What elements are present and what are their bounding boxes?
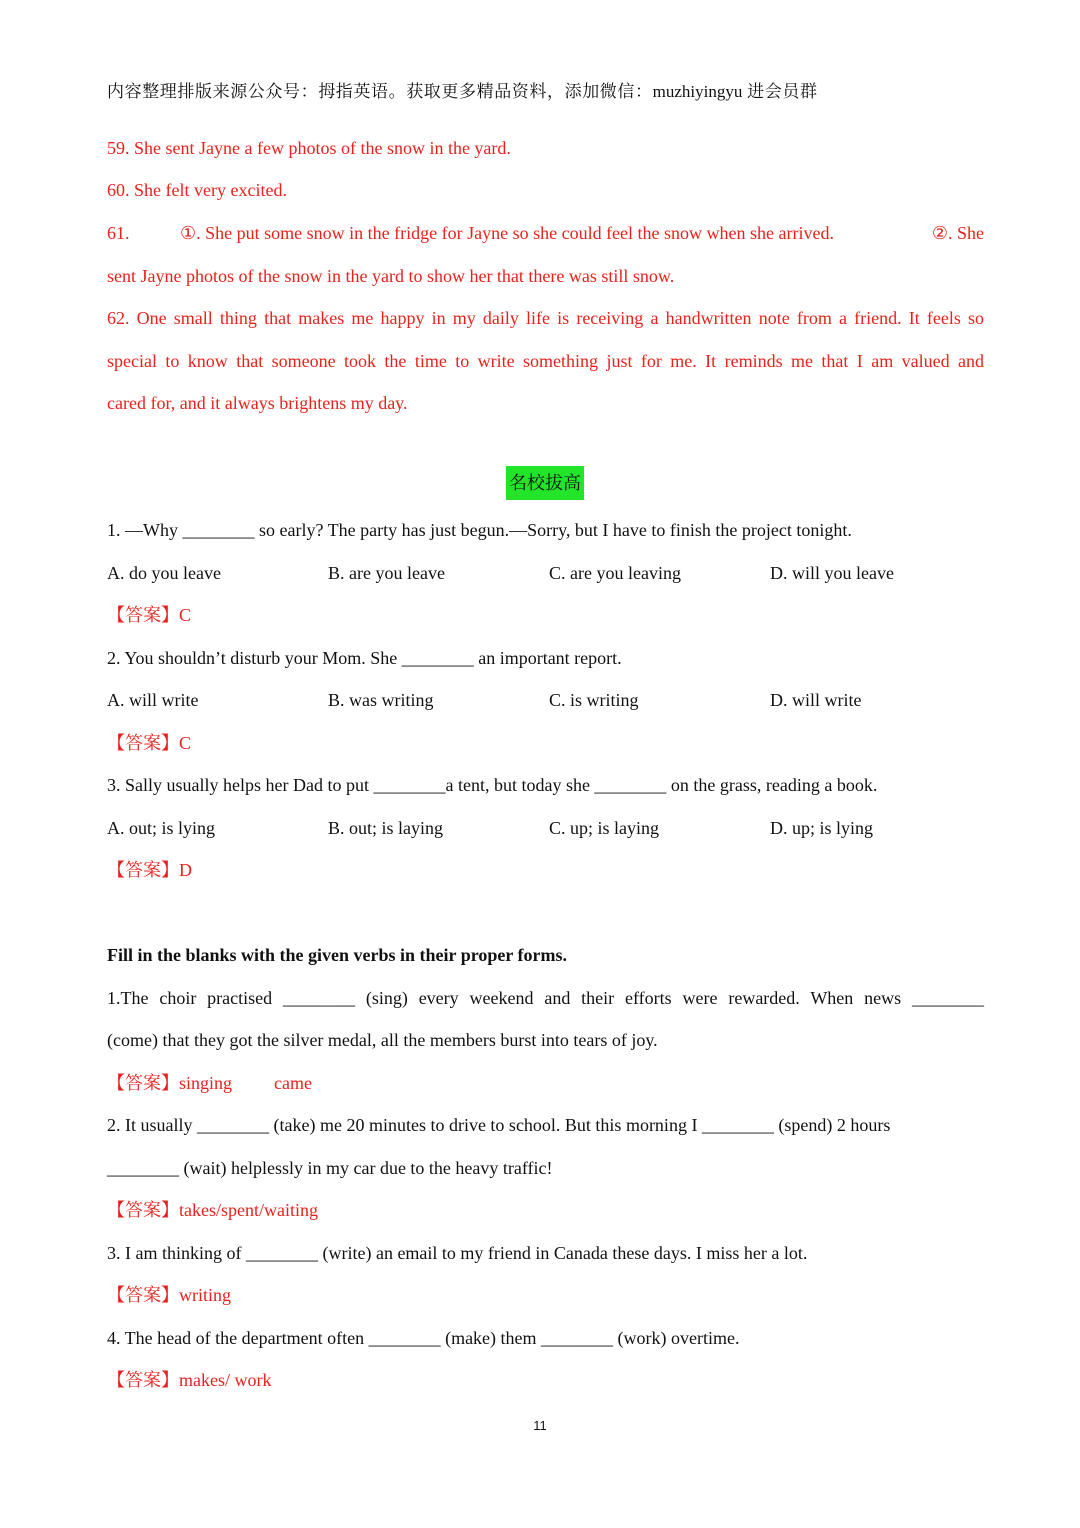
answer-label: 【答案】 xyxy=(107,1285,179,1305)
fill-answer-1 xyxy=(107,1071,984,1095)
option-a: A. do you leave xyxy=(107,563,221,583)
option-a: A. out; is lying xyxy=(107,818,216,838)
mcq-answer-2 xyxy=(107,731,984,755)
fill-question-2-line2: ________ (wait) helplessly in my car due to the heavy traffic! xyxy=(107,1158,553,1178)
answer-label: 【答案】 xyxy=(107,1073,179,1093)
answer-label: 【答案】 xyxy=(107,1200,179,1220)
page-header xyxy=(107,80,984,104)
option-c: C. up; is laying xyxy=(549,818,660,838)
answer-60: 60. She felt very excited. xyxy=(107,180,287,200)
answer-value: takes/spent/waiting xyxy=(179,1200,318,1220)
header-suffix: 进会员群 xyxy=(742,82,818,101)
option-d: D. will you leave xyxy=(770,563,894,583)
header-prefix: 内容整理排版来源公众号：拇指英语。获取更多精品资料，添加微信： xyxy=(107,82,653,101)
answer-62-line2: special to know that someone took the time to write something just for me. It reminds me that I am valued and xyxy=(107,351,984,371)
option-a: A. will write xyxy=(107,690,199,710)
answer-value: C xyxy=(179,733,192,753)
fill-question-4: 4. The head of the department often ________ (make) them ________ (work) overtime. xyxy=(107,1328,740,1348)
answer-label: 【答案】 xyxy=(107,1370,179,1390)
answer-62-line3: cared for, and it always brightens my day. xyxy=(107,393,408,413)
header-wechat: muzhiyingyu xyxy=(652,82,743,101)
option-b: B. out; is laying xyxy=(328,818,444,838)
fill-answer-4 xyxy=(107,1368,984,1392)
answer-61-number: 61. xyxy=(107,223,130,243)
answer-59: 59. She sent Jayne a few photos of the snow in the yard. xyxy=(107,138,511,158)
answer-label: 【答案】 xyxy=(107,733,179,753)
page-number: 11 xyxy=(533,1418,547,1433)
answer-value: writing xyxy=(179,1285,231,1305)
answer-61-part1: ①. She put some snow in the fridge for Jayne so she could feel the snow when she arrived. xyxy=(180,223,834,243)
fill-question-1-line2: (come) that they got the silver medal, all the members burst into tears of joy. xyxy=(107,1030,658,1050)
fill-answer-2 xyxy=(107,1198,984,1222)
answer-61-line2: sent Jayne photos of the snow in the yard to show her that there was still snow. xyxy=(107,266,675,286)
answer-value-2: came xyxy=(274,1073,312,1093)
fill-question-1-line1: 1.The choir practised ________ (sing) every weekend and their efforts were rewarded. When news ________ xyxy=(107,988,984,1008)
answer-value: C xyxy=(179,605,192,625)
answer-value: makes/ work xyxy=(179,1370,272,1390)
option-c: C. are you leaving xyxy=(549,563,681,583)
answer-61-part2-start: ②. She xyxy=(931,223,984,243)
option-d: D. up; is lying xyxy=(770,818,874,838)
fill-answer-3 xyxy=(107,1283,984,1307)
mcq-answer-1 xyxy=(107,603,984,627)
answer-61-line1 xyxy=(107,221,984,245)
fill-question-3: 3. I am thinking of ________ (write) an email to my friend in Canada these days. I miss her a lot. xyxy=(107,1243,808,1263)
section-title: 名校拔高 xyxy=(506,466,584,500)
answer-label: 【答案】 xyxy=(107,860,179,880)
option-c: C. is writing xyxy=(549,690,639,710)
option-b: B. are you leave xyxy=(328,563,445,583)
mcq-question-3: 3. Sally usually helps her Dad to put ________a tent, but today she ________ on the grass, reading a book. xyxy=(107,775,878,795)
answer-value: singing xyxy=(179,1073,233,1093)
option-d: D. will write xyxy=(770,690,862,710)
answer-62-line1: 62. One small thing that makes me happy in my daily life is receiving a handwritten note from a friend. It feels so xyxy=(107,308,984,328)
fill-instruction: Fill in the blanks with the given verbs in their proper forms. xyxy=(107,945,568,965)
answer-label: 【答案】 xyxy=(107,605,179,625)
fill-question-2-line1: 2. It usually ________ (take) me 20 minutes to drive to school. But this morning I ________ (spend) 2 hours xyxy=(107,1115,891,1135)
mcq-question-2: 2. You shouldn’t disturb your Mom. She ________ an important report. xyxy=(107,648,622,668)
option-b: B. was writing xyxy=(328,690,434,710)
mcq-question-1: 1. —Why ________ so early? The party has just begun.—Sorry, but I have to finish the project tonight. xyxy=(107,520,852,540)
answer-value: D xyxy=(179,860,192,880)
mcq-answer-3 xyxy=(107,858,984,882)
